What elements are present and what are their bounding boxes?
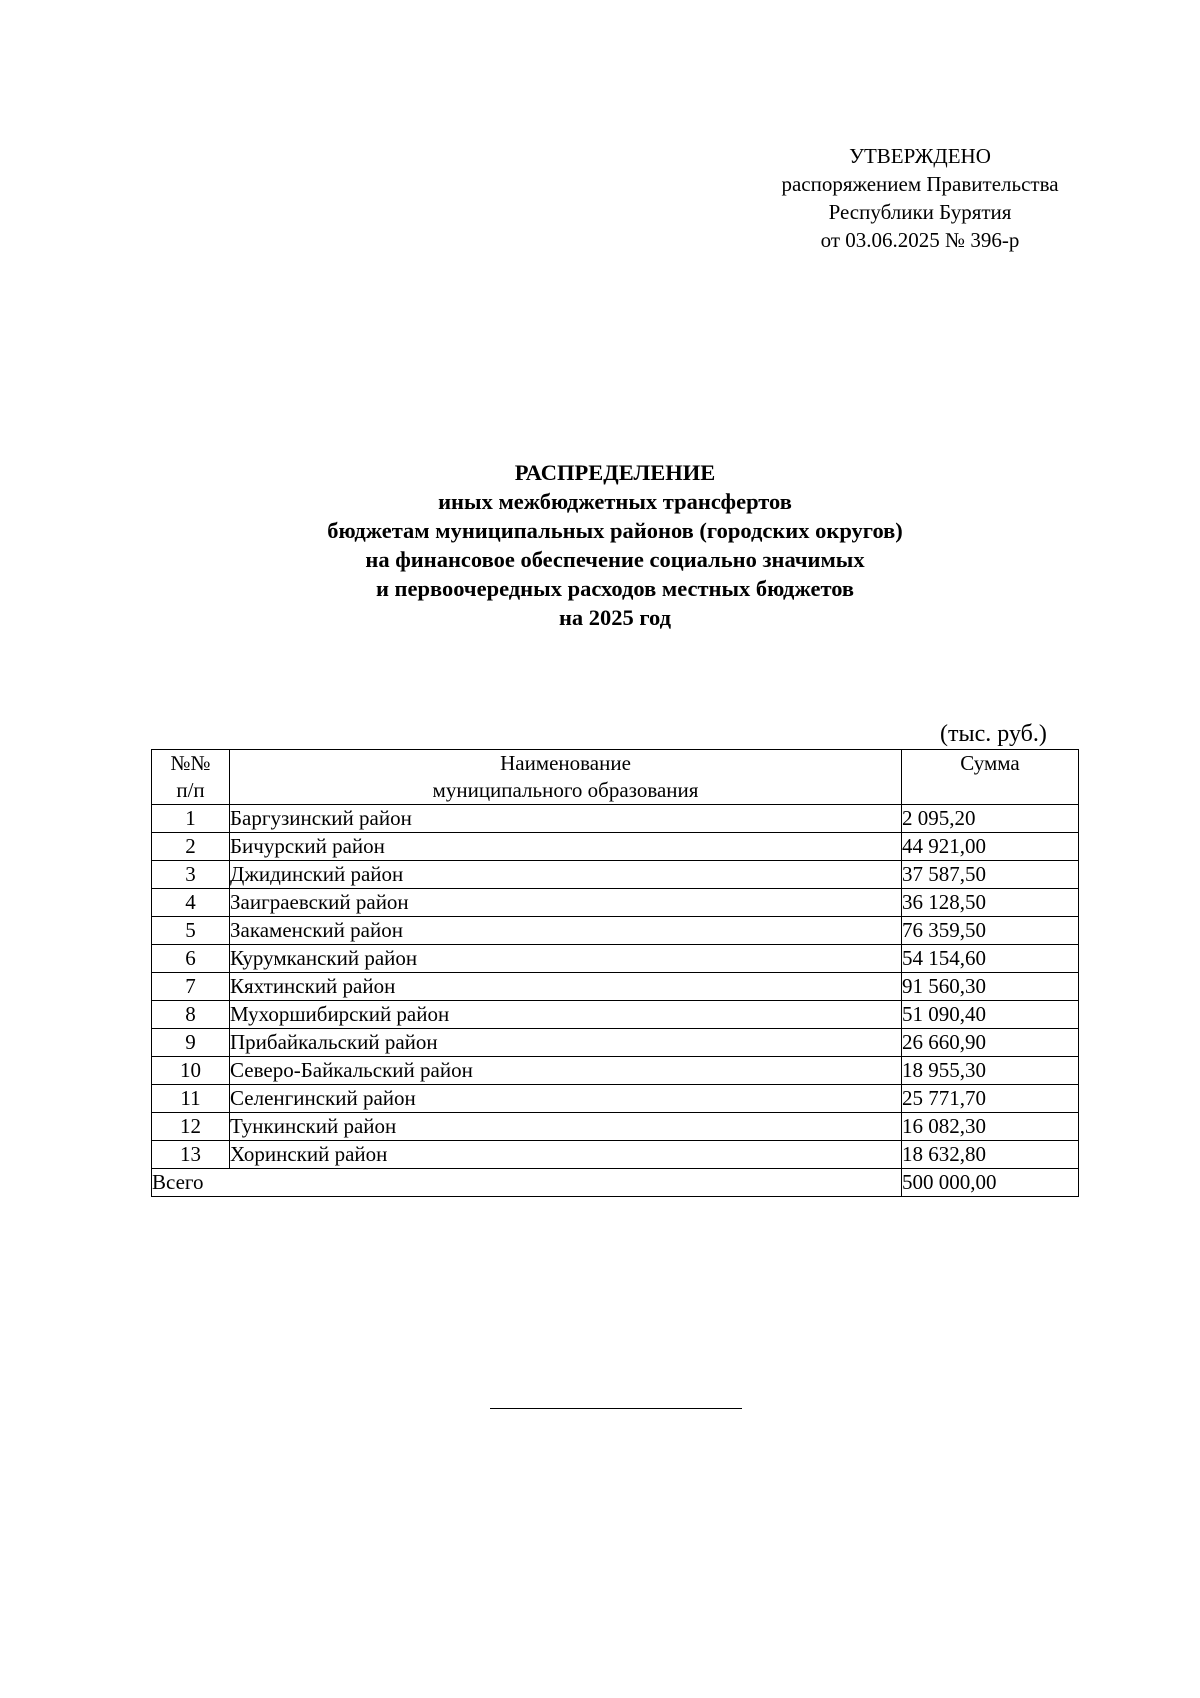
approval-republic: Республики Бурятия	[828, 200, 1012, 224]
table-row	[152, 833, 1079, 861]
title-line-1: РАСПРЕДЕЛЕНИЕ	[514, 460, 716, 485]
row-number: 1	[152, 805, 230, 833]
title-line-6: на 2025 год	[558, 605, 672, 630]
table-row	[152, 1141, 1079, 1169]
row-name: Джидинский район	[230, 861, 902, 889]
row-name: Бичурский район	[230, 833, 902, 861]
header-name-line-2: муниципального образования	[432, 778, 699, 802]
row-sum: 36 128,50	[902, 889, 1079, 917]
row-number: 8	[152, 1001, 230, 1029]
row-number: 9	[152, 1029, 230, 1057]
row-number: 12	[152, 1113, 230, 1141]
row-name: Северо-Байкальский район	[230, 1057, 902, 1085]
row-number: 5	[152, 917, 230, 945]
row-sum: 26 660,90	[902, 1029, 1079, 1057]
units-label: (тыс. руб.)	[940, 721, 1047, 747]
row-number: 2	[152, 833, 230, 861]
title-line-2: иных межбюджетных трансфертов	[438, 489, 792, 514]
table-header-row	[152, 750, 1079, 805]
document-title	[100, 458, 1130, 632]
header-number-line-2: п/п	[176, 778, 205, 802]
row-name: Закаменский район	[230, 917, 902, 945]
row-number: 3	[152, 861, 230, 889]
row-sum: 25 771,70	[902, 1085, 1079, 1113]
header-sum: Сумма	[902, 750, 1079, 805]
closing-divider	[490, 1408, 742, 1409]
row-number: 4	[152, 889, 230, 917]
row-name: Кяхтинский район	[230, 973, 902, 1001]
row-sum: 37 587,50	[902, 861, 1079, 889]
table-body	[152, 805, 1079, 1197]
title-line-4: на финансовое обеспечение социально значимых	[365, 547, 865, 572]
row-name: Курумканский район	[230, 945, 902, 973]
row-number: 10	[152, 1057, 230, 1085]
row-sum: 91 560,30	[902, 973, 1079, 1001]
row-sum: 18 955,30	[902, 1057, 1079, 1085]
row-number: 11	[152, 1085, 230, 1113]
title-line-3: бюджетам муниципальных районов (городских округов)	[327, 518, 903, 543]
row-sum: 44 921,00	[902, 833, 1079, 861]
row-number: 6	[152, 945, 230, 973]
header-name	[230, 750, 902, 805]
table-row	[152, 1085, 1079, 1113]
approval-date-number: от 03.06.2025 № 396-р	[820, 228, 1020, 252]
row-sum: 16 082,30	[902, 1113, 1079, 1141]
table-row	[152, 945, 1079, 973]
row-number: 7	[152, 973, 230, 1001]
row-name: Хоринский район	[230, 1141, 902, 1169]
row-name: Мухоршибирский район	[230, 1001, 902, 1029]
row-name: Прибайкальский район	[230, 1029, 902, 1057]
table-row	[152, 889, 1079, 917]
row-name: Баргузинский район	[230, 805, 902, 833]
table-row	[152, 1029, 1079, 1057]
header-name-line-1: Наименование	[500, 751, 631, 775]
row-sum: 54 154,60	[902, 945, 1079, 973]
table-row	[152, 917, 1079, 945]
table-row	[152, 1113, 1079, 1141]
table-row	[152, 1001, 1079, 1029]
total-row	[152, 1169, 1079, 1197]
approval-heading: УТВЕРЖДЕНО	[849, 144, 991, 168]
row-name: Тункинский район	[230, 1113, 902, 1141]
row-sum: 76 359,50	[902, 917, 1079, 945]
row-name: Заиграевский район	[230, 889, 902, 917]
row-sum: 18 632,80	[902, 1141, 1079, 1169]
row-name: Селенгинский район	[230, 1085, 902, 1113]
table-row	[152, 1057, 1079, 1085]
table-row	[152, 861, 1079, 889]
row-number: 13	[152, 1141, 230, 1169]
header-number-line-1: №№	[170, 751, 211, 775]
total-sum: 500 000,00	[902, 1169, 1079, 1197]
table-row	[152, 805, 1079, 833]
table-row	[152, 973, 1079, 1001]
approval-authority: распоряжением Правительства	[781, 172, 1059, 196]
row-sum: 51 090,40	[902, 1001, 1079, 1029]
total-label: Всего	[152, 1169, 902, 1197]
row-sum: 2 095,20	[902, 805, 1079, 833]
distribution-table	[151, 749, 1079, 1197]
title-line-5: и первоочередных расходов местных бюджетов	[375, 576, 855, 601]
approval-stamp	[740, 142, 1100, 254]
header-number	[152, 750, 230, 805]
